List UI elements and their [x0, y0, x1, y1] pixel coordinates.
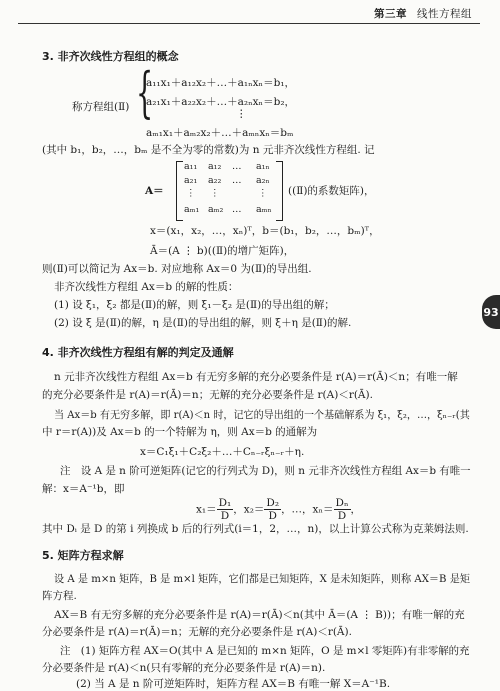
- matrix-solvability-line-2: 分必要条件是 r(A)＝r(Ā)＝n；无解的充分必要条件是 r(A)＜r(Ā).: [42, 626, 352, 638]
- matrix-solvability-line-1: AX＝B 有无穷多解的充分必要条件是 r(A)＝r(Ā)＜n(其中 Ā＝(A ⋮ B))；有唯一解的充: [54, 609, 465, 621]
- property-2: (2) 设 ξ 是(Ⅱ)的解，η 是(Ⅱ)的导出组的解，则 ξ＋η 是(Ⅱ)的解.: [54, 317, 352, 329]
- matrix-note-2: (2) 当 A 是 n 阶可逆矩阵时，矩阵方程 AX＝B 有唯一解 X＝A⁻¹B.: [76, 678, 391, 690]
- general-solution-line-2: 中 r＝r(A))及 Ax＝b 的一个特解为 η，则 Ax＝b 的通解为: [42, 426, 318, 438]
- chapter-title: 线性方程组: [417, 8, 472, 20]
- matrix-row-2: a₂₁ a₂₂ … a₂ₙ: [184, 175, 270, 186]
- augmented-matrix-definition: Ā＝(A ⋮ b)((Ⅱ)的增广矩阵)，: [150, 245, 295, 257]
- general-solution-line-1: 当 Ax＝b 有无穷多解，即 r(A)＜n 时，记它的导出组的一个基础解系为 ξ₁，ξ₂，…，ξₙ₋ᵣ(其: [54, 409, 470, 421]
- section-5-heading: 5. 矩阵方程求解: [42, 549, 124, 562]
- matrix-row-m: aₘ₁ aₘ₂ … aₘₙ: [184, 204, 272, 215]
- cramer-note-line-2: 解：x＝A⁻¹b，即: [42, 483, 125, 495]
- page-number-tab: 93: [482, 295, 500, 329]
- cramer-note-line-1: 注 设 A 是 n 阶可逆矩阵(记它的行列式为 D)，则 n 元非齐次线性方程组 Ax＝b 有唯一: [60, 465, 471, 477]
- vector-definitions: x＝(x₁，x₂，…，xₙ)ᵀ，b＝(b₁，b₂，…，bₘ)ᵀ，: [150, 225, 380, 237]
- compact-form-text: 则(Ⅱ)可以简记为 Ax＝b. 对应地称 Ax＝0 为(Ⅱ)的导出组.: [42, 263, 312, 275]
- equation-m: aₘ₁x₁＋aₘ₂x₂＋…＋aₘₙxₙ＝bₘ: [146, 127, 294, 139]
- chapter-label: 第三章: [374, 8, 407, 20]
- system-brace: {: [136, 61, 154, 124]
- section-3-heading: 3. 非齐次线性方程组的概念: [42, 50, 179, 63]
- solvability-line-2: 的充分必要条件是 r(A)＝r(Ā)＝n；无解的充分必要条件是 r(A)＜r(Ā).: [42, 389, 373, 401]
- section-4-heading: 4. 非齐次线性方程组有解的判定及通解: [42, 346, 234, 359]
- cramer-rule-note: 其中 Dᵢ 是 D 的第 i 列换成 b 后的行列式(i＝1，2，…，n)，以上计算公式称为克莱姆法则.: [42, 523, 469, 535]
- matrix-equation-line-1: 设 A 是 m×n 矩阵，B 是 m×l 矩阵，它们都是已知矩阵，X 是未知矩阵，则称 AX＝B 是矩: [54, 573, 470, 585]
- system-lead: 称方程组(Ⅱ): [72, 101, 130, 113]
- matrix-note-1-line-1: 注 (1) 矩阵方程 AX＝O(其中 A 是已知的 m×n 矩阵，O 是 m×l 零矩阵)有非零解的充: [60, 645, 470, 657]
- property-1: (1) 设 ξ₁，ξ₂ 都是(Ⅱ)的解，则 ξ₁－ξ₂ 是(Ⅱ)的导出组的解；: [54, 299, 335, 311]
- matrix-a-label: A＝: [145, 185, 164, 197]
- header-rule: [18, 23, 480, 24]
- equation-1: a₁₁x₁＋a₁₂x₂＋…＋a₁ₙxₙ＝b₁，: [146, 77, 296, 89]
- matrix-equation-line-2: 阵方程.: [42, 590, 77, 602]
- cramer-formula: x₁＝ $\frac{\text{D₁}}{D}$ ，x₂＝ $\frac{\text{D₂}}{D}$ ，…，xₙ＝ $\frac{\text{Dₙ}}{D}$ ，: [196, 497, 361, 522]
- running-header: [374, 6, 472, 21]
- matrix-row-dots: ⋮ ⋮ ⋮: [186, 188, 268, 199]
- matrix-left-bracket: [176, 161, 183, 221]
- general-solution-formula: x＝C₁ξ₁＋C₂ξ₂＋…＋Cₙ₋ᵣξₙ₋ᵣ＋η.: [140, 446, 305, 458]
- matrix-note: ((Ⅱ)的系数矩阵)，: [288, 185, 375, 197]
- matrix-row-1: a₁₁ a₁₂ … a₁ₙ: [184, 161, 270, 172]
- properties-intro: 非齐次线性方程组 Ax＝b 的解的性质：: [54, 281, 239, 293]
- system-note: (其中 b₁，b₂，…，bₘ 是不全为零的常数)为 n 元非齐次线性方程组. 记: [42, 144, 375, 156]
- matrix-right-bracket: [276, 161, 283, 221]
- solvability-line-1: n 元非齐次线性方程组 Ax＝b 有无穷多解的充分必要条件是 r(A)＝r(Ā)＜n；有唯一解: [54, 371, 458, 383]
- equation-dots: ⋮: [236, 108, 247, 120]
- matrix-note-1-line-2: 分必要条件是 r(A)＜n(只有零解的充分必要条件是 r(A)＝n).: [42, 662, 326, 674]
- equation-2: a₂₁x₁＋a₂₂x₂＋…＋a₂ₙxₙ＝b₂，: [146, 96, 296, 108]
